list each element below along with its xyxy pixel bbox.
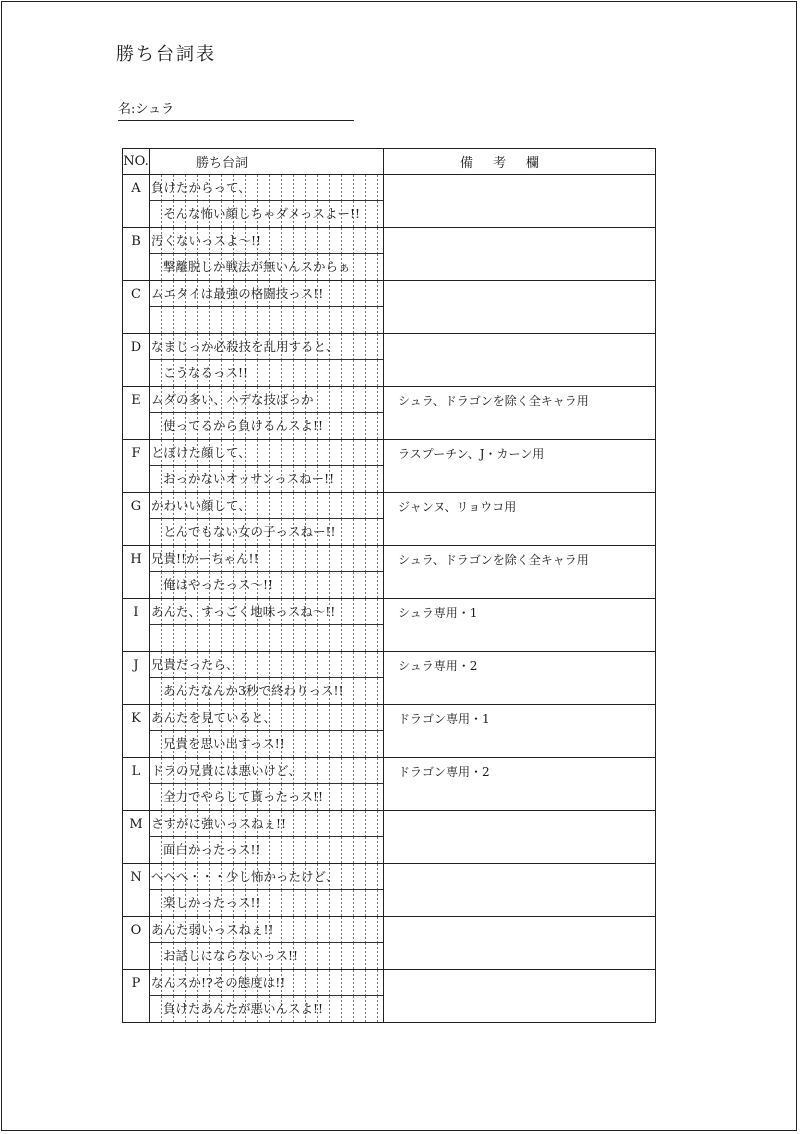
line-first: とぼけた顔して、 (150, 440, 383, 466)
row-line-cell (150, 440, 384, 493)
line-second: 俺はやったっス〜!! (150, 572, 383, 598)
row-line-cell (150, 281, 384, 334)
row-number: M (123, 811, 150, 864)
table-row (123, 493, 656, 546)
row-number: G (123, 493, 150, 546)
row-line-cell (150, 387, 384, 440)
line-second: 面白かったっス!! (150, 837, 383, 863)
line-first: さすがに強いっスねぇ!! (150, 811, 383, 837)
row-line-cell (150, 599, 384, 652)
header-note: 備考欄 (384, 149, 656, 175)
line-first: ムエタイは最強の格闘技っス!! (150, 281, 383, 307)
line-first: あんた弱いっスねぇ!! (150, 917, 383, 943)
row-note (384, 334, 656, 387)
line-first: 負けたからって、 (150, 175, 383, 201)
line-second: 使ってるから負けるんスよ!! (150, 413, 383, 439)
row-number: A (123, 175, 150, 228)
row-number: I (123, 599, 150, 652)
table-row (123, 652, 656, 705)
row-number: H (123, 546, 150, 599)
line-first: 兄貴!!かーちゃん!! (150, 546, 383, 572)
line-second: 兄貴を思い出すっス!! (150, 731, 383, 757)
line-second: 撃離脱しか戦法が無いんスからぁ (150, 254, 383, 280)
row-number: O (123, 917, 150, 970)
row-note: シュラ、ドラゴンを除く全キャラ用 (384, 387, 656, 440)
row-note (384, 970, 656, 1023)
character-name-field (118, 98, 354, 121)
line-second: 負けたあんたが悪いんスよ!! (150, 996, 383, 1022)
table-row (123, 281, 656, 334)
row-line-cell (150, 175, 384, 228)
row-number: L (123, 758, 150, 811)
table-row (123, 864, 656, 917)
line-second: おっかないオッサンっスねー!! (150, 466, 383, 492)
row-note: シュラ専用・2 (384, 652, 656, 705)
table-row (123, 228, 656, 281)
row-note: ラスプーチン、J・カーン用 (384, 440, 656, 493)
line-first: なまじっか必殺技を乱用すると、 (150, 334, 383, 360)
row-note (384, 811, 656, 864)
row-number: P (123, 970, 150, 1023)
table-row (123, 546, 656, 599)
line-second: お話しにならないっス!! (150, 943, 383, 969)
table-row (123, 917, 656, 970)
document-title: 勝ち台詞表 (116, 44, 216, 65)
row-number: K (123, 705, 150, 758)
table-row (123, 705, 656, 758)
table-row (123, 387, 656, 440)
row-number: D (123, 334, 150, 387)
table-row (123, 970, 656, 1023)
line-first: へへへ・・・少し怖かったけど、 (150, 864, 383, 890)
header-line: 勝ち台詞 (150, 149, 384, 175)
row-note (384, 281, 656, 334)
table-row (123, 811, 656, 864)
row-note (384, 917, 656, 970)
row-line-cell (150, 811, 384, 864)
line-second: とんでもない女の子っスねー!! (150, 519, 383, 545)
row-line-cell (150, 917, 384, 970)
line-second: そんな怖い顔しちゃダメっスよー!! (150, 201, 383, 227)
table-row (123, 599, 656, 652)
header-no: NO. (123, 149, 150, 175)
row-line-cell (150, 970, 384, 1023)
row-note: ドラゴン専用・2 (384, 758, 656, 811)
line-second (150, 307, 383, 333)
row-number: N (123, 864, 150, 917)
line-second: こうなるっス!! (150, 360, 383, 386)
row-line-cell (150, 493, 384, 546)
row-note (384, 175, 656, 228)
line-first: ムダの多い、ハデな技ばっか (150, 387, 383, 413)
table-row (123, 175, 656, 228)
row-line-cell (150, 546, 384, 599)
row-note: ドラゴン専用・1 (384, 705, 656, 758)
row-note: シュラ専用・1 (384, 599, 656, 652)
line-second: あんたなんか3秒で終わりっス!! (150, 678, 383, 704)
row-note (384, 864, 656, 917)
line-first: 兄貴だったら、 (150, 652, 383, 678)
table-header-row (123, 149, 656, 175)
line-second (150, 625, 383, 651)
line-second: 全力でやらして貰ったっス!! (150, 784, 383, 810)
line-first: 汚くないっスよ〜!! (150, 228, 383, 254)
row-line-cell (150, 705, 384, 758)
row-line-cell (150, 334, 384, 387)
row-number: C (123, 281, 150, 334)
row-note (384, 228, 656, 281)
row-number: J (123, 652, 150, 705)
row-number: B (123, 228, 150, 281)
row-line-cell (150, 758, 384, 811)
row-line-cell (150, 652, 384, 705)
table-body (123, 175, 656, 1023)
table-row (123, 334, 656, 387)
character-name-label: 名:シュラ (118, 102, 175, 117)
line-first: かわいい顔して、 (150, 493, 383, 519)
table-row (123, 758, 656, 811)
line-second: 楽しかったっス!! (150, 890, 383, 916)
victory-lines-table (122, 148, 656, 1023)
row-note: ジャンヌ、リョウコ用 (384, 493, 656, 546)
line-first: ドラの兄貴には悪いけど、 (150, 758, 383, 784)
line-first: あんたを見ていると、 (150, 705, 383, 731)
row-number: F (123, 440, 150, 493)
row-number: E (123, 387, 150, 440)
line-first: なんスか!?その態度は!! (150, 970, 383, 996)
table-row (123, 440, 656, 493)
row-line-cell (150, 228, 384, 281)
row-line-cell (150, 864, 384, 917)
line-first: あんた、すっごく地味っスね〜!! (150, 599, 383, 625)
row-note: シュラ、ドラゴンを除く全キャラ用 (384, 546, 656, 599)
